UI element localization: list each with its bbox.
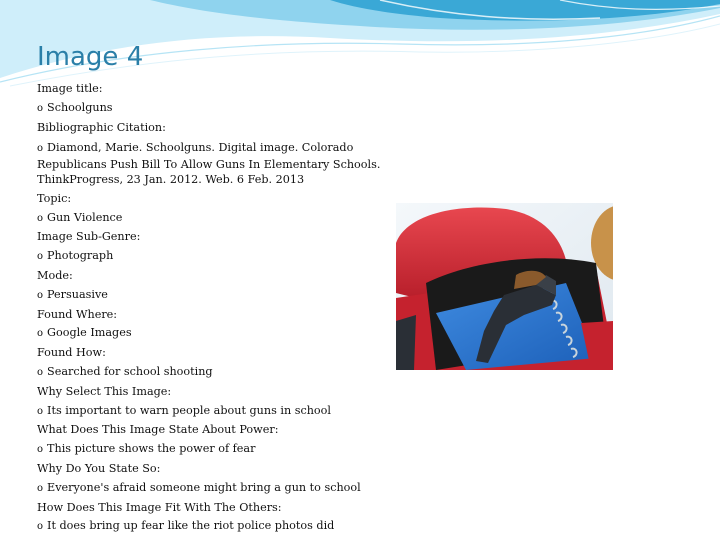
bullet-marker: o xyxy=(37,444,44,456)
field-label-text: Found How: xyxy=(37,346,106,360)
field-label-text: Image Sub-Genre: xyxy=(37,230,141,244)
bullet-text: Its important to warn people about guns in school xyxy=(47,403,331,417)
bullet-marker: o xyxy=(37,482,44,494)
bullet-marker: o xyxy=(37,405,44,417)
bullet-item xyxy=(37,99,387,119)
bullet-marker: o xyxy=(37,143,44,155)
bullet-text: This picture shows the power of fear xyxy=(47,442,256,456)
field-label xyxy=(37,80,387,99)
bullet-item xyxy=(37,286,387,306)
bullet-text: Diamond, Marie. Schoolguns. Digital image. Colorado Republicans Push Bill To Allow Guns In Elementary Schools. ThinkProgress, 23 Jan. 2012. Web. 6 Feb. 2013 xyxy=(37,141,381,187)
bullet-marker: o xyxy=(37,102,44,114)
slide-title: Image 4 xyxy=(37,42,144,72)
bullet-text: Searched for school shooting xyxy=(47,365,213,379)
bullet-marker: o xyxy=(37,251,44,263)
field-label xyxy=(37,190,387,209)
field-label-text: Why Select This Image: xyxy=(37,384,172,398)
field-label-text: How Does This Image Fit With The Others: xyxy=(37,500,282,514)
bullet-text: Gun Violence xyxy=(47,210,123,224)
field-label-text: Mode: xyxy=(37,269,73,283)
bullet-text: Google Images xyxy=(47,326,132,340)
field-label-text: What Does This Image State About Power: xyxy=(37,423,279,437)
bullet-text: Persuasive xyxy=(47,287,108,301)
bullet-item xyxy=(37,479,387,499)
field-label xyxy=(37,267,387,286)
bullet-item xyxy=(37,440,387,460)
bullet-marker: o xyxy=(37,521,44,533)
bullet-marker: o xyxy=(37,328,44,340)
bullet-item xyxy=(37,517,387,537)
bullet-item xyxy=(37,209,387,229)
bullet-marker: o xyxy=(37,367,44,379)
bullet-item xyxy=(37,363,387,383)
slide-body-text xyxy=(37,80,387,537)
bullet-item xyxy=(37,324,387,344)
field-label xyxy=(37,499,387,518)
field-label xyxy=(37,383,387,402)
field-label xyxy=(37,421,387,440)
bullet-text: It does bring up fear like the riot police photos did xyxy=(47,519,335,533)
field-label xyxy=(37,119,387,138)
field-label xyxy=(37,344,387,363)
field-label-text: Why Do You State So: xyxy=(37,462,161,476)
field-label-text: Found Where: xyxy=(37,307,118,321)
bullet-item xyxy=(37,247,387,267)
bullet-text: Schoolguns xyxy=(47,100,113,114)
field-label xyxy=(37,306,387,325)
bullet-text: Everyone's afraid someone might bring a gun to school xyxy=(47,480,361,494)
bullet-marker: o xyxy=(37,289,44,301)
schoolguns-photo xyxy=(396,203,613,370)
bullet-item xyxy=(37,140,387,188)
bullet-text: Photograph xyxy=(47,249,114,263)
field-label-text: Bibliographic Citation: xyxy=(37,120,166,134)
field-label-text: Topic: xyxy=(37,191,72,205)
bullet-item xyxy=(37,402,387,422)
field-label xyxy=(37,460,387,479)
field-label xyxy=(37,228,387,247)
field-label-text: Image title: xyxy=(37,82,103,95)
bullet-marker: o xyxy=(37,212,44,224)
